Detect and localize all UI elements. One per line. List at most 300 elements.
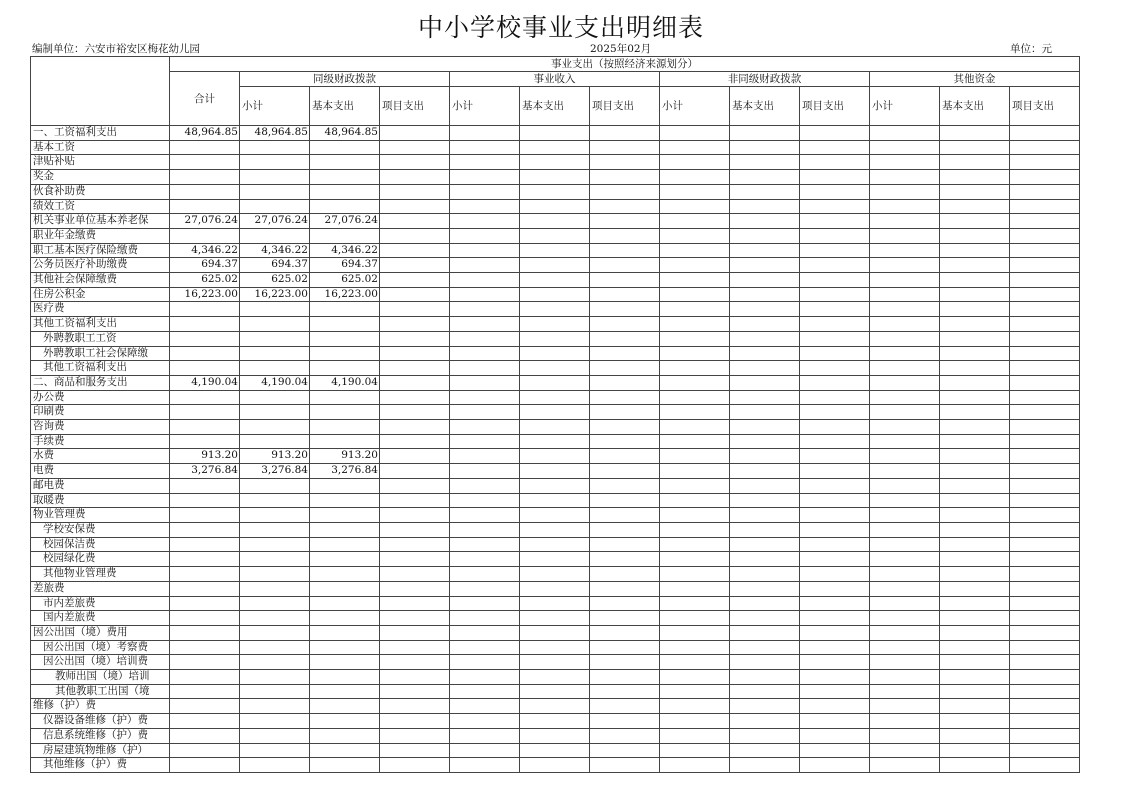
value-cell bbox=[310, 361, 380, 376]
value-cell bbox=[380, 478, 450, 493]
value-cell bbox=[660, 405, 730, 420]
value-cell bbox=[380, 714, 450, 729]
value-cell bbox=[240, 537, 310, 552]
value-cell bbox=[310, 170, 380, 185]
value-cell bbox=[590, 317, 660, 332]
value-cell bbox=[310, 346, 380, 361]
value-cell bbox=[730, 522, 800, 537]
value-cell bbox=[310, 199, 380, 214]
value-cell: 4,190.04 bbox=[240, 375, 310, 390]
value-cell bbox=[730, 273, 800, 288]
row-label: 一、工资福利支出 bbox=[31, 126, 170, 141]
value-cell bbox=[1010, 184, 1080, 199]
value-cell bbox=[450, 361, 520, 376]
table-row bbox=[31, 714, 1080, 729]
value-cell bbox=[520, 552, 590, 567]
table-row bbox=[31, 228, 1080, 243]
value-cell bbox=[240, 361, 310, 376]
value-cell bbox=[520, 331, 590, 346]
value-cell bbox=[940, 434, 1010, 449]
value-cell bbox=[450, 434, 520, 449]
value-cell bbox=[590, 728, 660, 743]
row-label: 水费 bbox=[31, 449, 170, 464]
row-label: 手续费 bbox=[31, 434, 170, 449]
value-cell bbox=[520, 611, 590, 626]
value-cell bbox=[800, 390, 870, 405]
value-cell bbox=[520, 258, 590, 273]
value-cell bbox=[310, 522, 380, 537]
value-cell bbox=[170, 184, 240, 199]
value-cell bbox=[170, 596, 240, 611]
row-label: 外聘教职工工资 bbox=[31, 331, 170, 346]
value-cell bbox=[660, 317, 730, 332]
value-cell bbox=[870, 317, 940, 332]
value-cell bbox=[240, 434, 310, 449]
value-cell bbox=[310, 155, 380, 170]
value-cell bbox=[450, 567, 520, 582]
value-cell bbox=[940, 537, 1010, 552]
value-cell bbox=[170, 478, 240, 493]
value-cell bbox=[310, 640, 380, 655]
page-title: 中小学校事业支出明细表 bbox=[417, 13, 704, 42]
value-cell bbox=[800, 464, 870, 479]
value-cell bbox=[310, 581, 380, 596]
value-cell bbox=[520, 273, 590, 288]
value-cell bbox=[520, 228, 590, 243]
value-cell bbox=[660, 331, 730, 346]
value-cell bbox=[380, 258, 450, 273]
table-row bbox=[31, 552, 1080, 567]
value-cell bbox=[940, 170, 1010, 185]
value-cell bbox=[380, 243, 450, 258]
value-cell bbox=[310, 670, 380, 685]
value-cell bbox=[520, 199, 590, 214]
value-cell bbox=[380, 317, 450, 332]
value-cell bbox=[380, 287, 450, 302]
value-cell bbox=[590, 243, 660, 258]
value-cell bbox=[450, 714, 520, 729]
value-cell bbox=[170, 155, 240, 170]
header-basic-expense: 基本支出 bbox=[730, 87, 800, 126]
value-cell: 48,964.85 bbox=[170, 126, 240, 141]
value-cell bbox=[450, 655, 520, 670]
value-cell bbox=[940, 478, 1010, 493]
value-cell bbox=[450, 405, 520, 420]
value-cell bbox=[1010, 228, 1080, 243]
value-cell bbox=[730, 464, 800, 479]
value-cell bbox=[940, 346, 1010, 361]
value-cell bbox=[730, 170, 800, 185]
value-cell bbox=[590, 758, 660, 773]
header-project-expense: 项目支出 bbox=[1010, 87, 1080, 126]
value-cell: 625.02 bbox=[310, 273, 380, 288]
value-cell: 913.20 bbox=[310, 449, 380, 464]
value-cell bbox=[520, 684, 590, 699]
value-cell bbox=[1010, 464, 1080, 479]
value-cell bbox=[1010, 317, 1080, 332]
value-cell bbox=[1010, 287, 1080, 302]
value-cell bbox=[450, 317, 520, 332]
value-cell bbox=[1010, 611, 1080, 626]
value-cell bbox=[660, 126, 730, 141]
value-cell bbox=[870, 478, 940, 493]
value-cell: 4,190.04 bbox=[310, 375, 380, 390]
value-cell: 3,276.84 bbox=[240, 464, 310, 479]
value-cell bbox=[660, 199, 730, 214]
value-cell bbox=[590, 287, 660, 302]
header-project-expense: 项目支出 bbox=[380, 87, 450, 126]
value-cell bbox=[450, 126, 520, 141]
value-cell bbox=[940, 625, 1010, 640]
value-cell bbox=[800, 655, 870, 670]
header-total: 合计 bbox=[170, 72, 240, 126]
value-cell: 4,190.04 bbox=[170, 375, 240, 390]
value-cell bbox=[940, 655, 1010, 670]
row-label: 因公出国（境）费用 bbox=[31, 625, 170, 640]
value-cell bbox=[170, 493, 240, 508]
value-cell bbox=[870, 758, 940, 773]
value-cell bbox=[450, 140, 520, 155]
value-cell bbox=[450, 508, 520, 523]
value-cell bbox=[730, 434, 800, 449]
value-cell bbox=[590, 567, 660, 582]
value-cell bbox=[240, 699, 310, 714]
value-cell bbox=[730, 699, 800, 714]
value-cell bbox=[380, 508, 450, 523]
value-cell: 27,076.24 bbox=[310, 214, 380, 229]
value-cell bbox=[590, 126, 660, 141]
value-cell bbox=[450, 743, 520, 758]
value-cell bbox=[660, 420, 730, 435]
value-cell bbox=[940, 684, 1010, 699]
value-cell bbox=[240, 581, 310, 596]
value-cell bbox=[1010, 758, 1080, 773]
value-cell bbox=[240, 552, 310, 567]
value-cell bbox=[800, 493, 870, 508]
value-cell bbox=[1010, 537, 1080, 552]
value-cell bbox=[940, 243, 1010, 258]
value-cell bbox=[520, 758, 590, 773]
value-cell bbox=[520, 390, 590, 405]
value-cell bbox=[380, 302, 450, 317]
value-cell bbox=[240, 390, 310, 405]
value-cell bbox=[870, 361, 940, 376]
table-row bbox=[31, 420, 1080, 435]
value-cell bbox=[870, 420, 940, 435]
value-cell bbox=[590, 199, 660, 214]
value-cell bbox=[1010, 493, 1080, 508]
value-cell bbox=[450, 214, 520, 229]
value-cell: 27,076.24 bbox=[170, 214, 240, 229]
value-cell bbox=[730, 420, 800, 435]
value-cell bbox=[940, 508, 1010, 523]
value-cell bbox=[940, 273, 1010, 288]
value-cell bbox=[660, 522, 730, 537]
value-cell bbox=[590, 596, 660, 611]
value-cell bbox=[1010, 640, 1080, 655]
value-cell bbox=[800, 302, 870, 317]
value-cell bbox=[1010, 273, 1080, 288]
value-cell bbox=[380, 155, 450, 170]
value-cell: 625.02 bbox=[170, 273, 240, 288]
value-cell bbox=[450, 258, 520, 273]
value-cell bbox=[730, 611, 800, 626]
value-cell bbox=[310, 331, 380, 346]
table-row bbox=[31, 449, 1080, 464]
value-cell bbox=[450, 728, 520, 743]
value-cell bbox=[450, 155, 520, 170]
value-cell: 3,276.84 bbox=[310, 464, 380, 479]
header-subtotal: 小计 bbox=[660, 87, 730, 126]
value-cell bbox=[310, 493, 380, 508]
value-cell bbox=[170, 140, 240, 155]
value-cell bbox=[590, 581, 660, 596]
value-cell bbox=[450, 228, 520, 243]
value-cell bbox=[940, 611, 1010, 626]
value-cell bbox=[1010, 346, 1080, 361]
value-cell bbox=[170, 758, 240, 773]
value-cell bbox=[520, 728, 590, 743]
value-cell bbox=[660, 273, 730, 288]
value-cell bbox=[940, 714, 1010, 729]
value-cell bbox=[310, 184, 380, 199]
table-row bbox=[31, 743, 1080, 758]
value-cell bbox=[800, 522, 870, 537]
table-row bbox=[31, 331, 1080, 346]
header-basic-expense: 基本支出 bbox=[940, 87, 1010, 126]
value-cell bbox=[590, 184, 660, 199]
value-cell bbox=[940, 214, 1010, 229]
value-cell bbox=[170, 346, 240, 361]
value-cell bbox=[590, 684, 660, 699]
value-cell bbox=[660, 611, 730, 626]
row-label: 职工基本医疗保险缴费 bbox=[31, 243, 170, 258]
value-cell bbox=[1010, 302, 1080, 317]
value-cell bbox=[380, 140, 450, 155]
value-cell bbox=[660, 758, 730, 773]
value-cell bbox=[240, 420, 310, 435]
value-cell bbox=[660, 699, 730, 714]
value-cell bbox=[870, 743, 940, 758]
row-label: 国内差旅费 bbox=[31, 611, 170, 626]
row-label: 奖金 bbox=[31, 170, 170, 185]
value-cell bbox=[240, 199, 310, 214]
value-cell bbox=[450, 640, 520, 655]
value-cell bbox=[590, 552, 660, 567]
row-label: 住房公积金 bbox=[31, 287, 170, 302]
value-cell bbox=[310, 625, 380, 640]
value-cell bbox=[380, 537, 450, 552]
value-cell bbox=[940, 581, 1010, 596]
row-label: 绩效工资 bbox=[31, 199, 170, 214]
value-cell bbox=[660, 625, 730, 640]
value-cell bbox=[730, 390, 800, 405]
value-cell: 4,346.22 bbox=[170, 243, 240, 258]
value-cell bbox=[170, 170, 240, 185]
value-cell bbox=[660, 228, 730, 243]
value-cell bbox=[240, 405, 310, 420]
value-cell bbox=[310, 567, 380, 582]
value-cell bbox=[380, 126, 450, 141]
value-cell bbox=[170, 361, 240, 376]
table-row bbox=[31, 346, 1080, 361]
value-cell bbox=[240, 170, 310, 185]
value-cell bbox=[170, 567, 240, 582]
value-cell bbox=[380, 346, 450, 361]
value-cell bbox=[800, 420, 870, 435]
value-cell bbox=[800, 155, 870, 170]
value-cell bbox=[170, 728, 240, 743]
value-cell bbox=[310, 596, 380, 611]
value-cell bbox=[660, 464, 730, 479]
value-cell bbox=[660, 287, 730, 302]
value-cell bbox=[800, 670, 870, 685]
value-cell bbox=[730, 258, 800, 273]
value-cell bbox=[870, 184, 940, 199]
value-cell bbox=[380, 420, 450, 435]
value-cell bbox=[380, 228, 450, 243]
table-row bbox=[31, 611, 1080, 626]
value-cell bbox=[800, 449, 870, 464]
value-cell bbox=[170, 405, 240, 420]
table-row bbox=[31, 375, 1080, 390]
row-label: 教师出国（境）培训 bbox=[31, 670, 170, 685]
unit-label: 单位：元 bbox=[1010, 43, 1052, 55]
value-cell bbox=[380, 199, 450, 214]
value-cell bbox=[590, 214, 660, 229]
value-cell bbox=[870, 199, 940, 214]
value-cell bbox=[1010, 140, 1080, 155]
value-cell bbox=[590, 478, 660, 493]
row-label: 其他工资福利支出 bbox=[31, 317, 170, 332]
table-row bbox=[31, 317, 1080, 332]
value-cell bbox=[520, 581, 590, 596]
value-cell bbox=[1010, 361, 1080, 376]
value-cell bbox=[380, 273, 450, 288]
value-cell bbox=[1010, 581, 1080, 596]
value-cell bbox=[450, 522, 520, 537]
value-cell bbox=[380, 184, 450, 199]
value-cell bbox=[800, 640, 870, 655]
value-cell bbox=[450, 302, 520, 317]
value-cell bbox=[870, 493, 940, 508]
header-subtotal: 小计 bbox=[870, 87, 940, 126]
value-cell bbox=[730, 361, 800, 376]
value-cell bbox=[1010, 405, 1080, 420]
value-cell bbox=[660, 596, 730, 611]
value-cell bbox=[660, 184, 730, 199]
header-basic-expense: 基本支出 bbox=[520, 87, 590, 126]
value-cell bbox=[240, 493, 310, 508]
value-cell bbox=[660, 375, 730, 390]
value-cell bbox=[450, 273, 520, 288]
value-cell bbox=[170, 640, 240, 655]
row-label: 校园绿化费 bbox=[31, 552, 170, 567]
value-cell bbox=[310, 420, 380, 435]
value-cell bbox=[310, 228, 380, 243]
value-cell bbox=[660, 684, 730, 699]
value-cell bbox=[730, 758, 800, 773]
value-cell bbox=[520, 596, 590, 611]
value-cell bbox=[170, 199, 240, 214]
value-cell bbox=[450, 243, 520, 258]
value-cell bbox=[940, 728, 1010, 743]
value-cell bbox=[590, 228, 660, 243]
value-cell bbox=[1010, 434, 1080, 449]
table-row bbox=[31, 405, 1080, 420]
value-cell bbox=[730, 243, 800, 258]
value-cell bbox=[870, 434, 940, 449]
value-cell bbox=[380, 728, 450, 743]
value-cell bbox=[660, 640, 730, 655]
value-cell bbox=[590, 273, 660, 288]
value-cell bbox=[520, 155, 590, 170]
value-cell bbox=[170, 331, 240, 346]
value-cell bbox=[590, 302, 660, 317]
table-row bbox=[31, 155, 1080, 170]
value-cell bbox=[870, 273, 940, 288]
value-cell bbox=[520, 714, 590, 729]
value-cell bbox=[1010, 155, 1080, 170]
value-cell bbox=[730, 567, 800, 582]
value-cell bbox=[380, 655, 450, 670]
value-cell bbox=[590, 361, 660, 376]
value-cell bbox=[590, 537, 660, 552]
value-cell bbox=[1010, 684, 1080, 699]
value-cell bbox=[380, 522, 450, 537]
value-cell bbox=[450, 537, 520, 552]
value-cell bbox=[310, 699, 380, 714]
value-cell bbox=[380, 434, 450, 449]
value-cell bbox=[170, 655, 240, 670]
value-cell bbox=[170, 508, 240, 523]
value-cell bbox=[310, 434, 380, 449]
value-cell bbox=[380, 581, 450, 596]
value-cell bbox=[870, 214, 940, 229]
value-cell bbox=[660, 361, 730, 376]
value-cell bbox=[660, 258, 730, 273]
row-label: 维修（护）费 bbox=[31, 699, 170, 714]
value-cell bbox=[660, 346, 730, 361]
value-cell bbox=[940, 302, 1010, 317]
value-cell bbox=[450, 758, 520, 773]
value-cell bbox=[380, 567, 450, 582]
table-row bbox=[31, 728, 1080, 743]
value-cell bbox=[870, 640, 940, 655]
row-label: 医疗费 bbox=[31, 302, 170, 317]
value-cell bbox=[380, 699, 450, 714]
value-cell bbox=[1010, 728, 1080, 743]
value-cell bbox=[870, 567, 940, 582]
value-cell bbox=[170, 611, 240, 626]
value-cell bbox=[450, 493, 520, 508]
value-cell bbox=[660, 670, 730, 685]
value-cell bbox=[310, 552, 380, 567]
value-cell bbox=[800, 699, 870, 714]
table-row bbox=[31, 625, 1080, 640]
value-cell bbox=[800, 596, 870, 611]
value-cell bbox=[240, 508, 310, 523]
value-cell bbox=[940, 155, 1010, 170]
value-cell bbox=[520, 317, 590, 332]
value-cell bbox=[310, 508, 380, 523]
value-cell bbox=[240, 611, 310, 626]
value-cell bbox=[730, 155, 800, 170]
value-cell bbox=[520, 140, 590, 155]
row-label: 其他工资福利支出 bbox=[31, 361, 170, 376]
table-row bbox=[31, 537, 1080, 552]
value-cell bbox=[870, 405, 940, 420]
